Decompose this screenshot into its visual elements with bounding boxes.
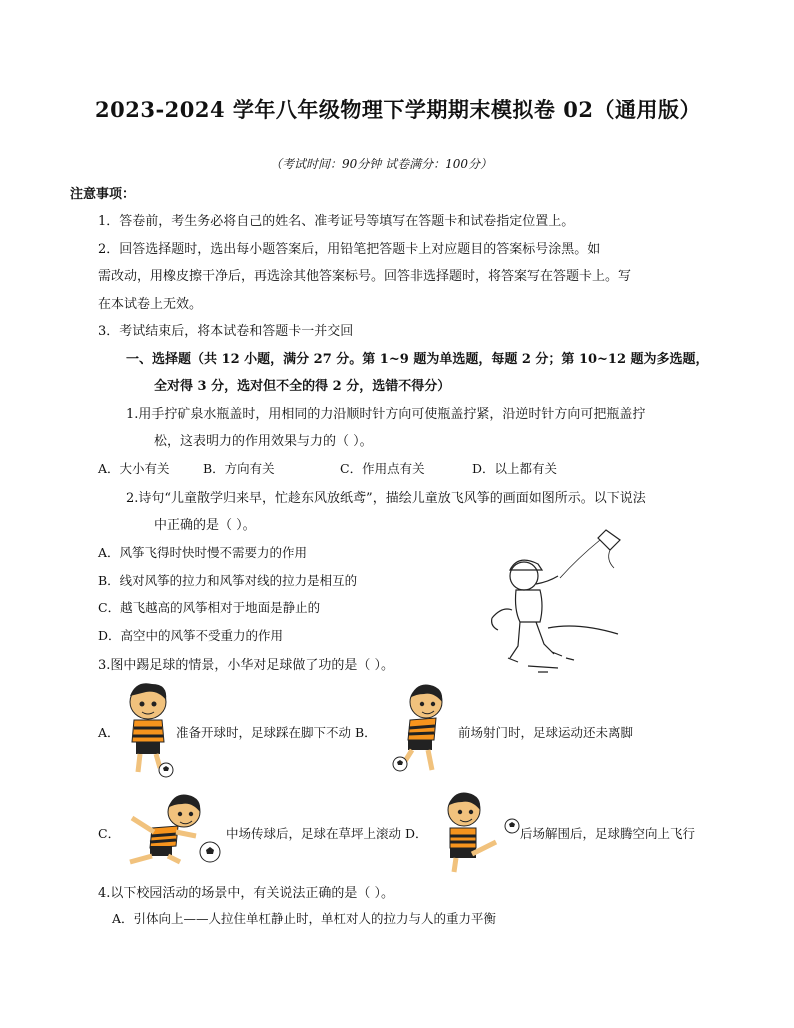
q2-option-a: A．风筝飞得时快时慢不需要力的作用 <box>98 545 308 560</box>
soccer-boy-a-image <box>122 680 178 780</box>
q3-option-a-text: 准备开球时，足球踩在脚下不动 B． <box>176 725 377 740</box>
q4-stem: 4.以下校园活动的场景中，有关说法正确的是（ ）。 <box>98 886 395 901</box>
section-heading: 一、选择题（共 12 小题，满分 27 分。第 1~9 题为单选题，每题 2 分；第 10~12 题为多选题， <box>126 352 709 367</box>
kite-boy-illustration <box>488 526 628 676</box>
notice-item-3: 3．考试结束后，将本试卷和答题卡一并交回 <box>98 324 354 339</box>
notice-heading: 注意事项： <box>70 187 136 202</box>
soccer-boy-d-image <box>432 790 524 874</box>
q3-option-c-letter: C． <box>98 826 121 841</box>
q4-option-a: A．引体向上——人拉住单杠静止时，单杠对人的拉力与人的重力平衡 <box>112 911 497 926</box>
soccer-boy-c-image <box>118 792 228 868</box>
page-title: 2023-2024 学年八年级物理下学期期末模拟卷 02（通用版） <box>95 97 701 122</box>
q2-stem: 2.诗句“儿童散学归来早，忙趁东风放纸鸢”，描绘儿童放飞风筝的画面如图所示。以下说法 <box>126 491 646 506</box>
q3-option-c-text: 中场传球后，足球在草坪上滚动 D． <box>226 826 428 841</box>
q3-stem: 3.图中踢足球的情景，小华对足球做了功的是（ ）。 <box>98 658 395 673</box>
q3-option-d-text: 后场解围后，足球腾空向上飞行 <box>520 826 696 841</box>
q1-option-c: C．作用点有关 <box>340 461 425 476</box>
q1-option-a: A．大小有关 <box>98 461 170 476</box>
q2-option-b: B．线对风筝的拉力和风筝对线的拉力是相互的 <box>98 573 358 588</box>
notice-item-2-end: 在本试卷上无效。 <box>98 297 203 312</box>
q3-option-a-letter: A． <box>98 725 120 740</box>
q3-option-b-text: 前场射门时，足球运动还未离脚 <box>458 725 634 740</box>
q1-stem: 1.用手拧矿泉水瓶盖时，用相同的力沿顺时针方向可使瓶盖拧紧，沿逆时针方向可把瓶盖拧 <box>126 407 646 422</box>
notice-item-1: 1．答卷前，考生务必将自己的姓名、准考证号等填写在答题卡和试卷指定位置上。 <box>98 214 575 229</box>
q2-option-d: D．高空中的风筝不受重力的作用 <box>98 628 284 643</box>
q2-option-c: C．越飞越高的风筝相对于地面是静止的 <box>98 600 321 615</box>
exam-info: （考试时间：90分钟 试卷满分：100分） <box>270 157 492 171</box>
q1-option-d: D．以上都有关 <box>472 461 558 476</box>
soccer-boy-b-image <box>388 682 454 778</box>
section-heading-cont: 全对得 3 分，选对但不全的得 2 分，选错不得分） <box>154 379 451 394</box>
notice-item-2: 2．回答选择题时，选出每小题答案后，用铅笔把答题卡上对应题目的答案标号涂黑。如 <box>98 242 601 257</box>
q2-stem-cont: 中正确的是（ ）。 <box>154 518 256 533</box>
kite-shape <box>598 530 620 550</box>
q1-stem-cont: 松，这表明力的作用效果与力的（ ）。 <box>154 434 373 449</box>
notice-item-2-cont: 需改动，用橡皮擦干净后，再选涂其他答案标号。回答非选择题时，将答案写在答题卡上。写 <box>98 269 632 284</box>
q1-option-b: B．方向有关 <box>203 461 275 476</box>
